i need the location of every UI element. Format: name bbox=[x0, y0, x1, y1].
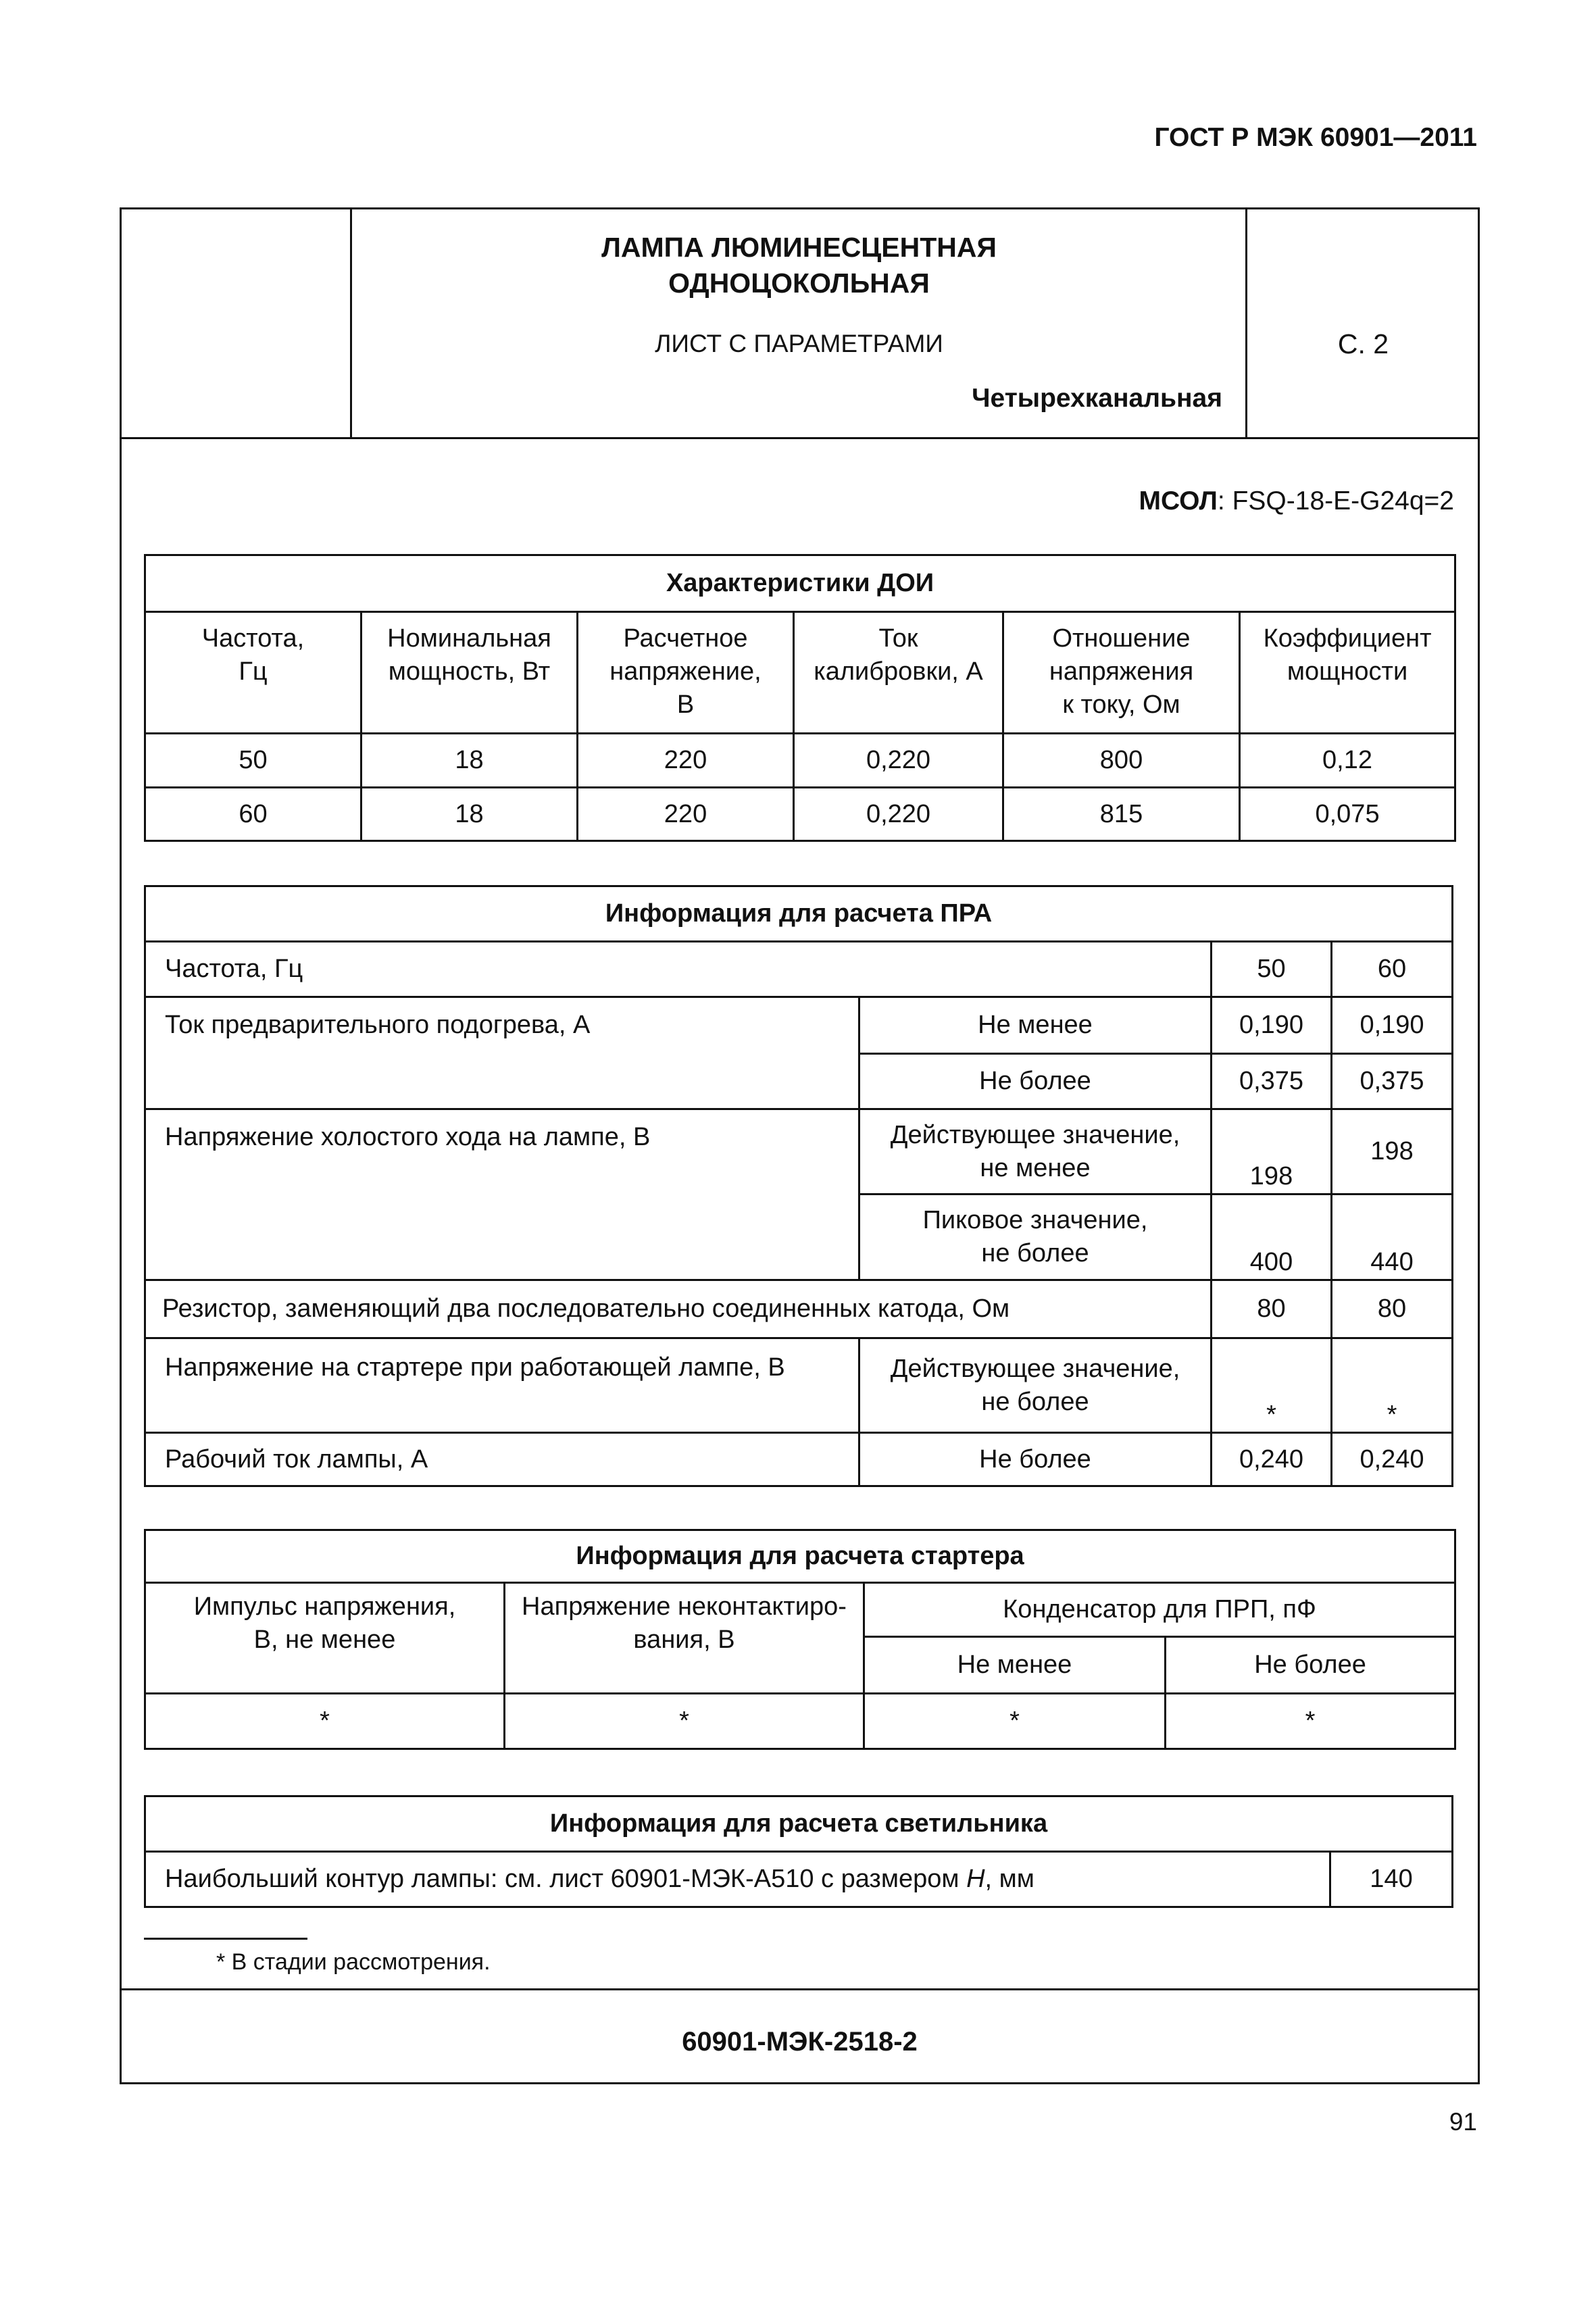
title-line-1: ЛАМПА ЛЮМИНЕСЦЕНТНАЯ bbox=[601, 232, 997, 263]
doi-header-calibration-current: Ток калибровки, А bbox=[794, 612, 1003, 734]
title-line-2: ОДНОЦОКОЛЬНАЯ bbox=[668, 268, 930, 299]
table-row bbox=[145, 1694, 1455, 1749]
doi-cell: 0,220 bbox=[794, 788, 1003, 841]
ocv-rms-condition: Действующее значение, не менее bbox=[859, 1109, 1212, 1194]
luminaire-title: Информация для расчета светильника bbox=[145, 1796, 1453, 1852]
open-circuit-voltage-label: Напряжение холостого хода на лампе, В bbox=[145, 1109, 859, 1280]
doi-header-voltage: Расчетное напряжение, В bbox=[578, 612, 794, 734]
footnote-rule bbox=[144, 1938, 307, 1940]
doi-title: Характеристики ДОИ bbox=[145, 555, 1455, 612]
lamp-kind: Четырехканальная bbox=[972, 384, 1222, 413]
ocv-rms-60: 198 bbox=[1332, 1109, 1453, 1194]
working-current-60: 0,240 bbox=[1332, 1433, 1453, 1486]
doi-cell: 220 bbox=[578, 734, 794, 788]
table-row bbox=[145, 1852, 1453, 1907]
ballast-title: Информация для расчета ПРА bbox=[145, 886, 1453, 942]
ocv-peak-60: 440 bbox=[1332, 1194, 1453, 1280]
doi-cell: 18 bbox=[361, 788, 578, 841]
starter-title: Информация для расчета стартера bbox=[145, 1530, 1455, 1583]
doi-header-power: Номинальная мощность, Вт bbox=[361, 612, 578, 734]
doi-cell: 815 bbox=[1003, 788, 1240, 841]
starter-voltage-60: * bbox=[1332, 1338, 1453, 1433]
working-current-label: Рабочий ток лампы, А bbox=[145, 1433, 859, 1486]
doi-cell: 60 bbox=[145, 788, 361, 841]
sheet-title bbox=[351, 230, 1247, 301]
starter-voltage-label: Напряжение на стартере при работающей лампе, В bbox=[145, 1338, 859, 1433]
doi-cell: 18 bbox=[361, 734, 578, 788]
doi-cell: 0,12 bbox=[1240, 734, 1455, 788]
preheat-max-50: 0,375 bbox=[1212, 1054, 1332, 1109]
mcol-label: МСОЛ bbox=[1139, 486, 1218, 515]
doi-cell: 0,075 bbox=[1240, 788, 1455, 841]
preheat-min-50: 0,190 bbox=[1212, 997, 1332, 1054]
doi-cell: 800 bbox=[1003, 734, 1240, 788]
resistor-label: Резистор, заменяющий два последовательно соединенных катода, Ом bbox=[145, 1280, 1212, 1338]
table-row bbox=[145, 788, 1455, 841]
table-row bbox=[145, 1338, 1453, 1433]
table-row bbox=[145, 942, 1453, 997]
sheet-code: 60901-МЭК-2518-2 bbox=[682, 2027, 918, 2057]
resistor-50: 80 bbox=[1212, 1280, 1332, 1338]
doi-cell: 50 bbox=[145, 734, 361, 788]
starter-cell: * bbox=[505, 1694, 864, 1749]
starter-table bbox=[144, 1529, 1456, 1750]
working-current-condition: Не более bbox=[859, 1433, 1212, 1486]
frequency-60: 60 bbox=[1332, 942, 1453, 997]
footnote: * В стадии рассмотрения. bbox=[216, 1949, 491, 1975]
ocv-peak-condition: Пиковое значение, не более bbox=[859, 1194, 1212, 1280]
preheat-max-label: Не более bbox=[859, 1054, 1212, 1109]
table-row bbox=[145, 1280, 1453, 1338]
table-row bbox=[145, 1109, 1453, 1194]
ocv-peak-50: 400 bbox=[1212, 1194, 1332, 1280]
non-contact-voltage-header: Напряжение неконтактиро- вания, В bbox=[505, 1583, 864, 1694]
resistor-60: 80 bbox=[1332, 1280, 1453, 1338]
doi-header-voltage-current-ratio: Отношение напряжения к току, Ом bbox=[1003, 612, 1240, 734]
starter-cell: * bbox=[145, 1694, 505, 1749]
starter-cell: * bbox=[1166, 1694, 1455, 1749]
table-row bbox=[145, 1433, 1453, 1486]
lamp-contour-label: Наибольший контур лампы: см. лист 60901-МЭК-А510 с размером H, мм bbox=[145, 1852, 1330, 1907]
table-row bbox=[145, 997, 1453, 1054]
preheat-max-60: 0,375 bbox=[1332, 1054, 1453, 1109]
title-bottom-line bbox=[120, 437, 1480, 439]
preheat-min-label: Не менее bbox=[859, 997, 1212, 1054]
table-row bbox=[145, 734, 1455, 788]
frequency-50: 50 bbox=[1212, 942, 1332, 997]
frequency-label: Частота, Гц bbox=[145, 942, 1212, 997]
mcol-designation bbox=[1139, 486, 1455, 516]
preheat-min-60: 0,190 bbox=[1332, 997, 1453, 1054]
starter-cell: * bbox=[864, 1694, 1166, 1749]
starter-voltage-condition: Действующее значение, не более bbox=[859, 1338, 1212, 1433]
luminaire-table bbox=[144, 1795, 1453, 1908]
sheet-subtitle: ЛИСТ С ПАРАМЕТРАМИ bbox=[655, 330, 943, 357]
doi-cell: 0,220 bbox=[794, 734, 1003, 788]
doi-header-frequency: Частота, Гц bbox=[145, 612, 361, 734]
mcol-value: : FSQ-18-E-G24q=2 bbox=[1217, 486, 1454, 515]
doi-header-power-factor: Коэффициент мощности bbox=[1240, 612, 1455, 734]
pulse-voltage-header: Импульс напряжения, В, не менее bbox=[145, 1583, 505, 1694]
standard-header: ГОСТ Р МЭК 60901—2011 bbox=[1154, 123, 1477, 152]
code-top-line bbox=[120, 1988, 1480, 1990]
ocv-rms-50: 198 bbox=[1212, 1109, 1332, 1194]
starter-voltage-50: * bbox=[1212, 1338, 1332, 1433]
doi-table bbox=[144, 554, 1456, 842]
capacitor-header: Конденсатор для ПРП, пФ bbox=[864, 1583, 1455, 1637]
sheet-page-label: С. 2 bbox=[1337, 328, 1389, 359]
capacitor-min-header: Не менее bbox=[864, 1637, 1166, 1694]
ballast-table bbox=[144, 885, 1453, 1487]
lamp-contour-value: 140 bbox=[1330, 1852, 1453, 1907]
doi-cell: 220 bbox=[578, 788, 794, 841]
preheat-current-label: Ток предварительного подогрева, А bbox=[145, 997, 859, 1109]
working-current-50: 0,240 bbox=[1212, 1433, 1332, 1486]
capacitor-max-header: Не более bbox=[1166, 1637, 1455, 1694]
page-number: 91 bbox=[1449, 2108, 1477, 2136]
